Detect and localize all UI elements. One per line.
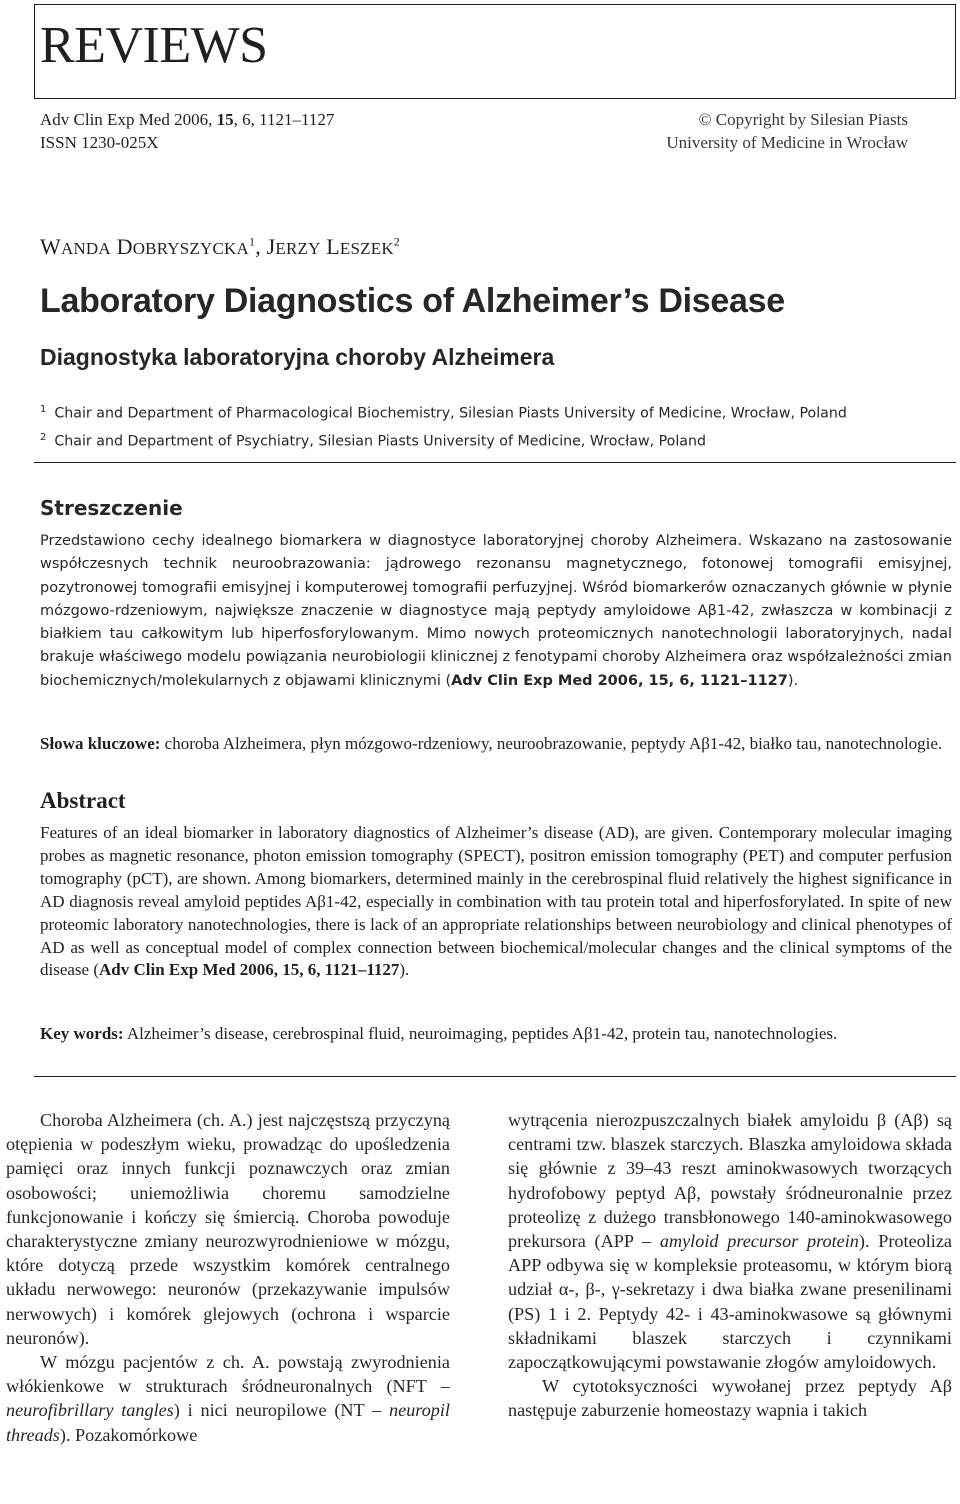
body-rule — [34, 1076, 956, 1077]
citation-prefix: Adv Clin Exp Med 2006, — [40, 110, 217, 129]
article-title-polish: Diagnostyka laboratoryjna choroby Alzheimera — [40, 344, 555, 370]
body-paragraph: Choroba Alzheimera (ch. A.) jest najczęstszą przyczyną otępienia w podeszłym wieku, prowadząc do upośledzenia pamięci oraz innych funkcji poznawczych oraz zmian osobowości; uniemożliwia choremu samodzielne funkcjonowanie i kończy się śmiercią. Choroba powoduje charakterystyczne zmiany neurozwyrodnieniowe w mózgu, które dotyczą przede wszystkim komórek centralnego układu nerwowego: neuronów (przekazywanie impulsów nerwowych) i komórek glejowych (ochrona i wsparcie neuronów). — [6, 1110, 450, 1348]
body-italic: neuropil threads — [6, 1400, 450, 1445]
body-text: ). Proteoliza APP odbywa się w kompleksie proteasomu, w którym biorą udział α-, β-, γ-sekretazy i dwa białka zwane presenilinami (PS) 1 i 2. Peptydy 42- i 43-aminokwasowe są głównymi składnikami blaszek starczych i czynnikami zapoczątkowującymi powstawanie złogów amyloidowych. — [508, 1231, 952, 1373]
affiliation-text: Chair and Department of Psychiatry, Silesian Piasts University of Medicine, Wrocław, Poland — [54, 433, 706, 450]
author-list: WANDA DOBRYSZYCKA$^1$, JERZY LESZEK$^2$ — [40, 234, 400, 259]
affiliation-item — [40, 398, 960, 426]
author-affiliation-number: 1 — [249, 234, 256, 249]
body-paragraph: W cytotoksyczności wywołanej przez peptydy Aβ następuje zaburzenie homeostazy wapnia i takich — [508, 1376, 952, 1421]
streszczenie-body — [40, 530, 952, 693]
slowa-kluczowe-text: choroba Alzheimera, płyn mózgowo-rdzeniowy, neuroobrazowanie, peptydy Aβ1-42, białko tau, nanotechnologie. — [160, 734, 943, 753]
streszczenie-heading: Streszczenie — [40, 496, 183, 520]
affiliation-text: Chair and Department of Pharmacological Biochemistry, Silesian Piasts University of Medicine, Wrocław, Poland — [54, 405, 847, 422]
section-title: REVIEWS — [40, 17, 268, 74]
body-text: wytrącenia nierozpuszczalnych białek amyloidu β (Aβ) są centrami tzw. blaszek starczych. Blaszka amyloidowa składa się głównie z 39–43 reszt aminokwasowych tworzących hydrofobowy peptyd Aβ, powstały śródneuronalnie przez proteolizę z dużego transbłonowego 140-aminokwasowego prekursora (APP – — [508, 1110, 952, 1252]
key-words-label: Key words: — [40, 1024, 124, 1043]
author-affiliation-number: 2 — [393, 234, 400, 249]
key-words-text: Alzheimer’s disease, cerebrospinal fluid, neuroimaging, peptides Aβ1-42, protein tau, nanotechnologies. — [123, 1024, 838, 1043]
streszczenie-citation: Adv Clin Exp Med 2006, 15, 6, 1121–1127 — [451, 672, 788, 689]
body-text: W mózgu pacjentów z ch. A. powstają zwyrodnienia włókienkowe w strukturach śródneuronalnych (NFT – — [6, 1352, 450, 1397]
citation-suffix: , 6, 1121–1127 — [233, 110, 335, 129]
slowa-kluczowe-label: Słowa kluczowe: — [40, 734, 161, 753]
journal-meta — [40, 108, 334, 154]
journal-issn: ISSN 1230-025X — [40, 133, 159, 152]
abstract-citation: Adv Clin Exp Med 2006, 15, 6, 1121–1127 — [99, 960, 400, 980]
body-italic: amyloid precursor protein — [659, 1231, 859, 1252]
affiliations — [40, 398, 960, 453]
body-paragraph — [6, 1350, 450, 1447]
body-column-left — [6, 1108, 450, 1447]
copyright-line-1: © Copyright by Silesian Piasts — [698, 110, 908, 129]
abstract-text: Features of an ideal biomarker in laboratory diagnostics of Alzheimer’s disease (AD), are given. Contemporary molecular imaging probes as magnetic resonance, photon emission tomography (SPECT), positron emission tomography (PET) and computer perfusion tomography (pCT), are shown. Among biomarkers, determined mainly in the cerebrospinal fluid relatively the highest significance in AD diagnosis reveal amyloid peptides Aβ1-42, especially in combination with tau protein total and hiperfosforylated. In spite of new proteomic laboratory nanotechnologies, there is lack of an appropriate relationships between neurobiology and clinical phenotypes of AD as well as conceptual model of complex connection between biochemical/molecular changes and the clinical symptoms of the disease ( — [40, 823, 952, 980]
key-words — [40, 1022, 952, 1045]
streszczenie-end: ). — [787, 672, 799, 689]
abstract-heading: Abstract — [40, 788, 126, 813]
affiliation-number: 2 — [40, 431, 47, 443]
copyright-line-2: University of Medicine in Wrocław — [666, 133, 908, 152]
body-text: ). Pozakomórkowe — [59, 1424, 198, 1445]
body-italic: neurofibrillary tangles — [6, 1400, 174, 1421]
affiliation-item — [40, 426, 960, 454]
affiliation-number: 1 — [40, 404, 47, 415]
abstract-end: ). — [399, 960, 410, 980]
affiliation-rule — [34, 462, 956, 463]
header-rule — [34, 98, 956, 99]
author-name: WANDA DOBRYSZYCKA$^1$ — [40, 234, 256, 259]
copyright-notice — [666, 108, 908, 154]
citation-volume: 15 — [216, 110, 234, 129]
journal-citation — [40, 108, 334, 131]
body-column-right — [508, 1108, 952, 1423]
body-text: ) i nici neuropilowe (NT – — [173, 1400, 390, 1421]
streszczenie-text: Przedstawiono cechy idealnego biomarkera w diagnostyce laboratoryjnej choroby Alzheimera. Wskazano na zastosowanie współczesnych technik neuroobrazowania: jądrowego rezonansu magnetycznego, fotonowej tomografii emisyjnej, pozytronowej tomografii emisyjnej i komputerowej tomografii perfuzyjnej. Wśród biomarkerów oznaczanych głównie w płynie mózgowo-rdzeniowym, największe znaczenie w diagnostyce mają peptydy amyloidowe Aβ1-42, zwłaszcza w kombinacji z białkiem tau całkowitym lub hiperfosforylowanym. Mimo nowych proteomicznych nanotechnologii laboratoryjnych, nadal brakuje właściwego modelu powiązania neurobiologii klinicznej z fenotypami choroby Alzheimera oraz współzależności zmian biochemicznych/molekularnych z objawami klinicznymi ( — [40, 533, 952, 689]
slowa-kluczowe — [40, 732, 952, 755]
article-title: Laboratory Diagnostics of Alzheimer’s Disease — [40, 282, 785, 320]
author-name: JERZY LESZEK$^2$ — [266, 234, 400, 259]
abstract-body — [40, 822, 952, 982]
body-paragraph — [508, 1108, 952, 1374]
